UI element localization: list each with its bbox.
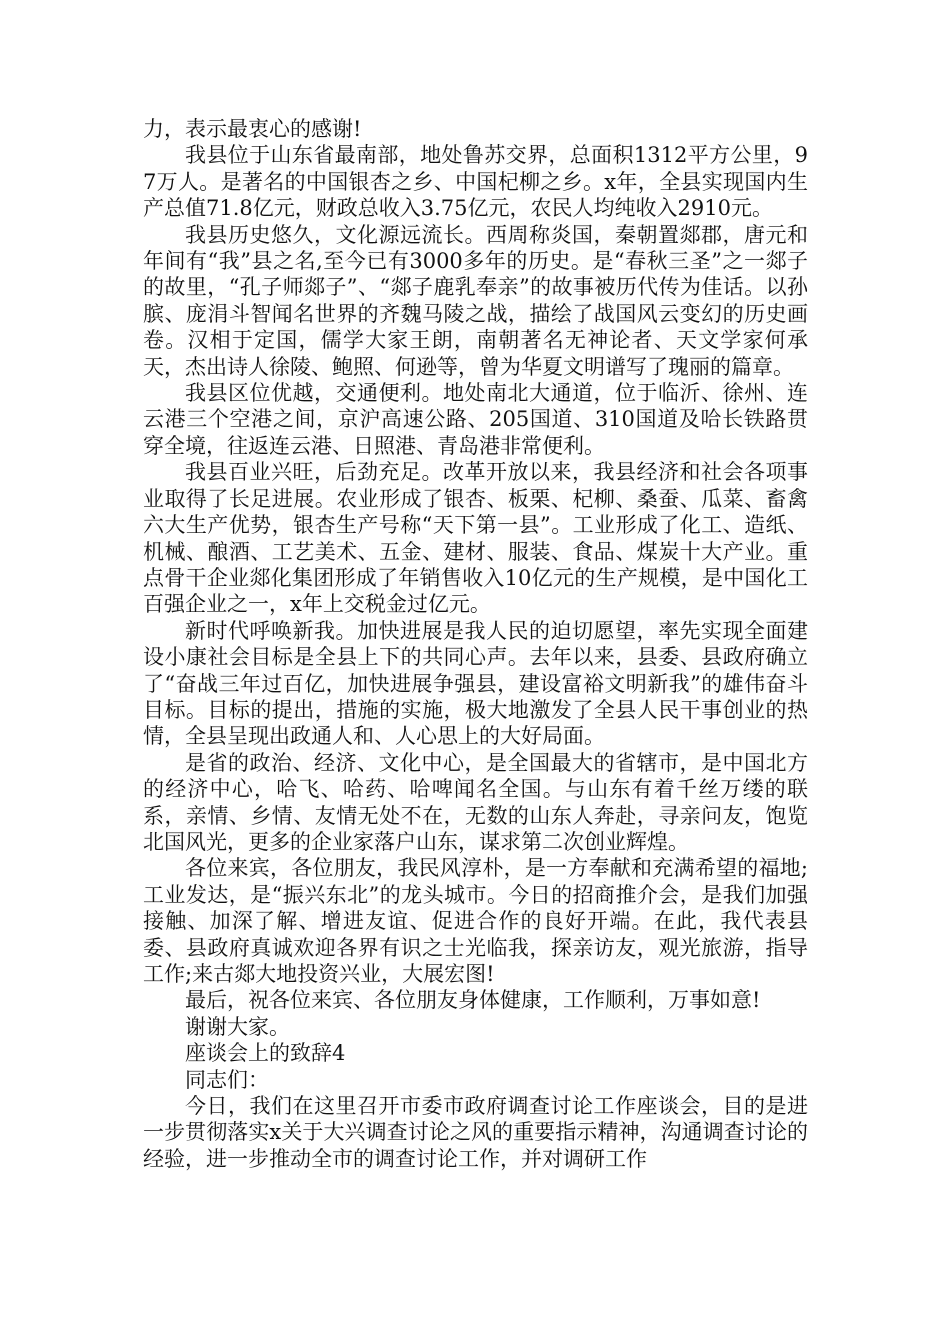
salutation: 同志们： bbox=[185, 1067, 269, 1092]
paragraph-13: 今日，我们在这里召开市委市政府调查讨论工作座谈会，目的是进一步贯彻落实x关于大兴调查讨论之风的重要指示精神，沟通调查讨论的经验，进一步推动全市的调查讨论工作，并对调研工作 bbox=[143, 1094, 808, 1171]
paragraph-2: 我县位于山东省最南部，地处鲁苏交界，总面积1312平方公里，97万人。是著名的中国银杏之乡、中国杞柳之乡。x年，全县实现国内生产总值71.8亿元，财政总收入3.75亿元，农民人均纯收入2910元。 bbox=[143, 143, 808, 221]
paragraph-8: 各位来宾，各位朋友，我民风淳朴，是一方奉献和充满希望的福地;工业发达，是“振兴东北”的龙头城市。今日的招商推介会，是我们加强接触、加深了解、增进友谊、促进合作的良好开端。在此，我代表县委、县政府真诚欢迎各界有识之士光临我，探亲访友，观光旅游，指导工作;来古郯大地投资兴业，大展宏图! bbox=[143, 856, 808, 986]
paragraph-10: 谢谢大家。 bbox=[185, 1014, 290, 1039]
paragraph-7: 是省的政治、经济、文化中心，是全国最大的省辖市，是中国北方的经济中心，哈飞、哈药、哈啤闻名全国。与山东有着千丝万缕的联系，亲情、乡情、友情无处不在，无数的山东人奔赴，寻亲问友，饱览北国风光，更多的企业家落户山东，谋求第二次创业辉煌。 bbox=[143, 750, 808, 854]
paragraph-1: 力，表示最衷心的感谢! bbox=[143, 117, 362, 141]
paragraph-6: 新时代呼唤新我。加快进展是我人民的迫切愿望，率先实现全面建设小康社会目标是全县上下的共同心声。去年以来，县委、县政府确立了“奋战三年过百亿，加快进展争强县，建设富裕文明新我”的雄伟奋斗目标。目标的提出，措施的实施，极大地激发了全县人民干事创业的热情，全县呈现出政通人和、人心思上的大好局面。 bbox=[143, 618, 808, 749]
paragraph-5: 我县百业兴旺，后劲充足。改革开放以来，我县经济和社会各项事业取得了长足进展。农业形成了银杏、板栗、杞柳、桑蚕、瓜菜、畜禽六大生产优势，银杏生产号称“天下第一县”。工业形成了化工、造纸、机械、酿酒、工艺美术、五金、建材、服装、食品、煤炭十大产业。重点骨干企业郯化集团形成了年销售收入10亿元的生产规模，是中国化工百强企业之一，x年上交税金过亿元。 bbox=[143, 460, 808, 617]
paragraph-4: 我县区位优越，交通便利。地处南北大通道，位于临沂、徐州、连云港三个空港之间，京沪高速公路、205国道、310国道及哈长铁路贯穿全境，往返连云港、日照港、青岛港非常便利。 bbox=[143, 381, 808, 458]
document-body bbox=[143, 116, 808, 1172]
paragraph-9: 最后，祝各位来宾、各位朋友身体健康，工作顺利，万事如意! bbox=[185, 988, 761, 1013]
section-heading: 座谈会上的致辞4 bbox=[185, 1041, 346, 1066]
paragraph-3: 我县历史悠久，文化源远流长。西周称炎国，秦朝置郯郡，唐元和年间有“我”县之名,至今已有3000多年的历史。是“春秋三圣”之一郯子的故里，“孔子师郯子”、“郯子鹿乳奉亲”的故事被历代传为佳话。以孙膑、庞涓斗智闻名世界的齐魏马陵之战，描绘了战国风云变幻的历史画卷。汉相于定国，儒学大家王朗，南朝著名无神论者、天文学家何承天，杰出诗人徐陵、鲍照、何逊等，曾为华夏文明谱写了瑰丽的篇章。 bbox=[143, 222, 808, 379]
